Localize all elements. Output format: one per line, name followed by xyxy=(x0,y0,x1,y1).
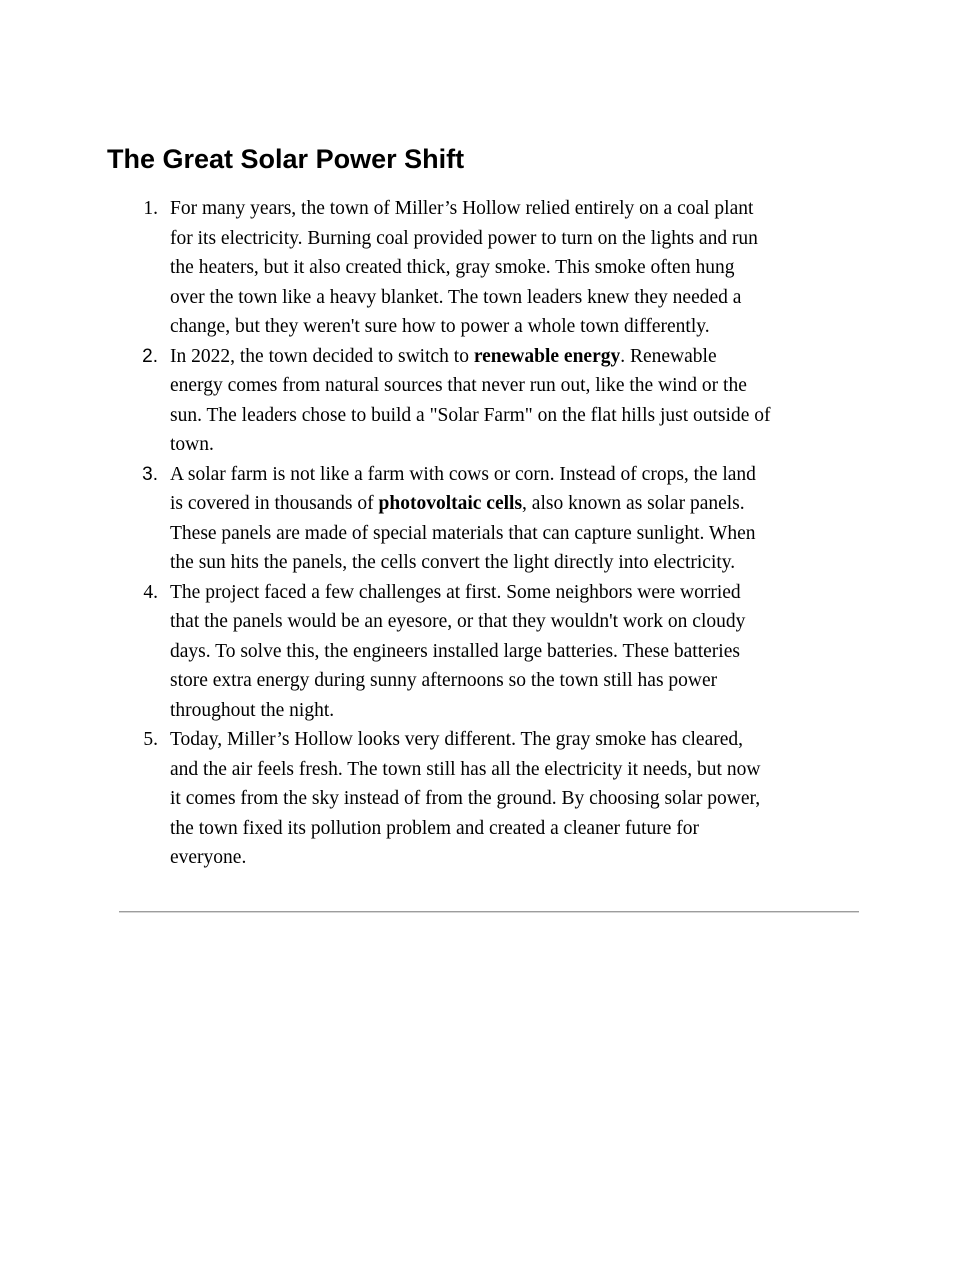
document-title: The Great Solar Power Shift xyxy=(107,144,465,174)
text-line: the town fixed its pollution problem and created a cleaner future for xyxy=(170,817,700,839)
list-item xyxy=(0,342,979,460)
text-line: throughout the night. xyxy=(170,699,335,721)
list-item-text xyxy=(170,342,979,460)
text-line: days. To solve this, the engineers installed large batteries. These batteries xyxy=(170,640,740,662)
text-line: the heaters, but it also created thick, gray smoke. This smoke often hung xyxy=(170,257,735,278)
text-line: that the panels would be an eyesore, or that they wouldn't work on cloudy xyxy=(170,611,746,632)
text-line: the sun hits the panels, the cells convert the light directly into electricity. xyxy=(170,552,736,573)
text-line: The project faced a few challenges at first. Some neighbors were worried xyxy=(170,581,741,603)
text-line: is covered in thousands of photovoltaic cells, also known as solar panels. xyxy=(170,493,745,514)
text-line: sun. The leaders chose to build a "Solar Farm" on the flat hills just outside of xyxy=(170,404,771,426)
list-item-number: 5. xyxy=(143,729,158,750)
text-line: In 2022, the town decided to switch to renewable energy. Renewable xyxy=(170,345,717,367)
text-line: for its electricity. Burning coal provided power to turn on the lights and run xyxy=(170,227,758,249)
list-item-text xyxy=(170,725,979,873)
list-item-text xyxy=(170,578,979,726)
text-line: A solar farm is not like a farm with cows or corn. Instead of crops, the land xyxy=(170,463,756,485)
text-line: everyone. xyxy=(170,847,247,868)
horizontal-rule xyxy=(119,911,859,913)
text-line: Today, Miller’s Hollow looks very different. The gray smoke has cleared, xyxy=(170,729,744,750)
text-line: These panels are made of special materials that can capture sunlight. When xyxy=(170,522,756,544)
text-line: change, but they weren't sure how to power a whole town differently. xyxy=(170,316,710,337)
list-item xyxy=(0,725,979,873)
list-item-text xyxy=(170,194,979,342)
text-line: store extra energy during sunny afternoons so the town still has power xyxy=(170,670,718,691)
text-line: For many years, the town of Miller’s Hollow relied entirely on a coal plant xyxy=(170,198,754,219)
text-line: over the town like a heavy blanket. The town leaders knew they needed a xyxy=(170,286,742,308)
list-item-text xyxy=(170,460,979,578)
list-item xyxy=(0,460,979,578)
text-line: and the air feels fresh. The town still has all the electricity it needs, but now xyxy=(170,758,761,780)
list-item-number: 4. xyxy=(143,581,158,603)
text-line: it comes from the sky instead of from the ground. By choosing solar power, xyxy=(170,788,761,809)
text-line: energy comes from natural sources that never run out, like the wind or the xyxy=(170,375,747,396)
numbered-list xyxy=(0,194,979,873)
list-item-number: 1. xyxy=(143,198,158,219)
list-item-number: 2. xyxy=(142,345,158,367)
text-line: town. xyxy=(170,434,214,455)
list-item xyxy=(0,194,979,342)
list-item xyxy=(0,578,979,726)
list-item-number: 3. xyxy=(142,463,158,485)
